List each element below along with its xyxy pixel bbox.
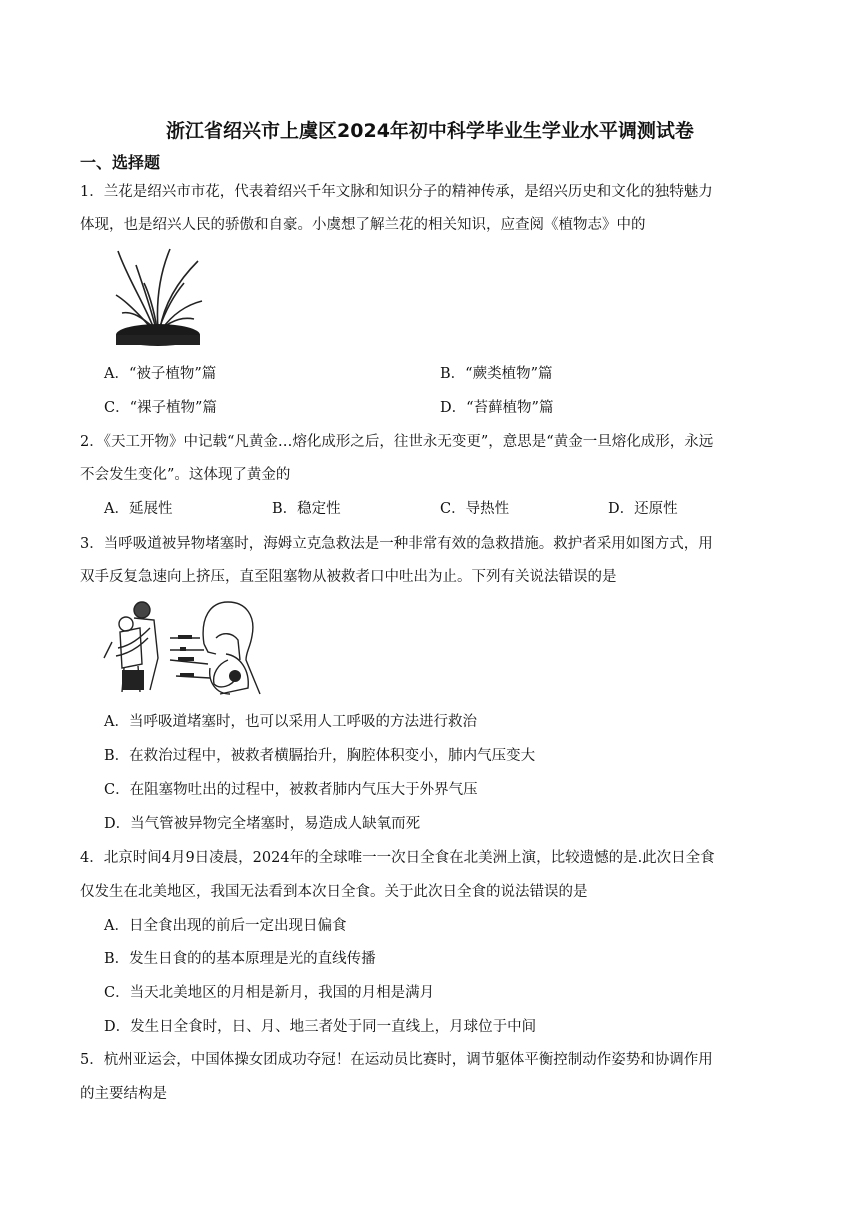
question-1-text-line-1: 1．兰花是绍兴市市花，代表着绍兴千年文脉和知识分子的精神传承，是绍兴历史和文化的独特魅力 [80,184,713,200]
question-4-option-b[interactable]: B．发生日食的的基本原理是光的直线传播 [104,951,376,967]
question-4-option-a[interactable]: A．日全食出现的前后一定出现日偏食 [104,918,347,934]
question-2-option-c[interactable]: C．导热性 [440,501,510,517]
question-4-text-line-1: 4．北京时间4月9日凌晨，2024年的全球唯一一次日全食在北美洲上演，比较遗憾的是.此次日全食 [80,850,715,866]
question-3-option-a[interactable]: A．当呼吸道堵塞时，也可以采用人工呼吸的方法进行救治 [104,714,477,730]
question-3-option-d[interactable]: D．当气管被异物完全堵塞时，易造成人缺氧而死 [104,816,421,832]
question-5-text-line-1: 5．杭州亚运会，中国体操女团成功夺冠！在运动员比赛时，调节躯体平衡控制动作姿势和协调作用 [80,1052,713,1068]
question-2-option-b[interactable]: B．稳定性 [272,501,341,517]
section-heading: 一、选择题 [80,153,161,172]
question-3-option-b[interactable]: B．在救治过程中，被救者横膈抬升，胸腔体积变小，肺内气压变大 [104,748,536,764]
question-3-option-c[interactable]: C．在阻塞物吐出的过程中，被救者肺内气压大于外界气压 [104,782,478,798]
question-4-text-line-2: 仅发生在北美地区，我国无法看到本次日全食。关于此次日全食的说法错误的是 [80,884,588,900]
question-1-text-line-2: 体现，也是绍兴人民的骄傲和自豪。小虞想了解兰花的相关知识，应查阅《植物志》中的 [80,217,646,233]
question-4-option-c[interactable]: C．当天北美地区的月相是新月，我国的月相是满月 [104,985,435,1001]
heimlich-maneuver-image [100,598,270,698]
question-4-option-d[interactable]: D．发生日全食时，日、月、地三者处于同一直线上，月球位于中间 [104,1019,537,1035]
orchid-plant-image [114,243,204,347]
question-1-option-c[interactable]: C．“裸子植物”篇 [104,400,217,416]
question-2-text-line-1: 2．《天工开物》中记载“凡黄金…熔化成形之后，往世永无变更”，意思是“黄金一旦熔化成形，永远 [80,434,714,450]
question-1-option-b[interactable]: B．“蕨类植物”篇 [440,366,553,382]
question-2-option-d[interactable]: D．还原性 [608,501,678,517]
page-title: 浙江省绍兴市上虞区2024年初中科学毕业生学业水平调测试卷 [166,120,694,142]
question-3-text-line-2: 双手反复急速向上挤压，直至阻塞物从被救者口中吐出为止。下列有关说法错误的是 [80,569,617,585]
question-5-text-line-2: 的主要结构是 [80,1086,167,1102]
question-2-option-a[interactable]: A．延展性 [104,501,173,517]
question-1-option-d[interactable]: D．“苔藓植物”篇 [440,400,554,416]
question-1-option-a[interactable]: A．“被子植物”篇 [104,366,217,382]
question-3-text-line-1: 3．当呼吸道被异物堵塞时，海姆立克急救法是一种非常有效的急救措施。救护者采用如图方式，用 [80,536,713,552]
question-2-text-line-2: 不会发生变化”。这体现了黄金的 [80,467,291,483]
